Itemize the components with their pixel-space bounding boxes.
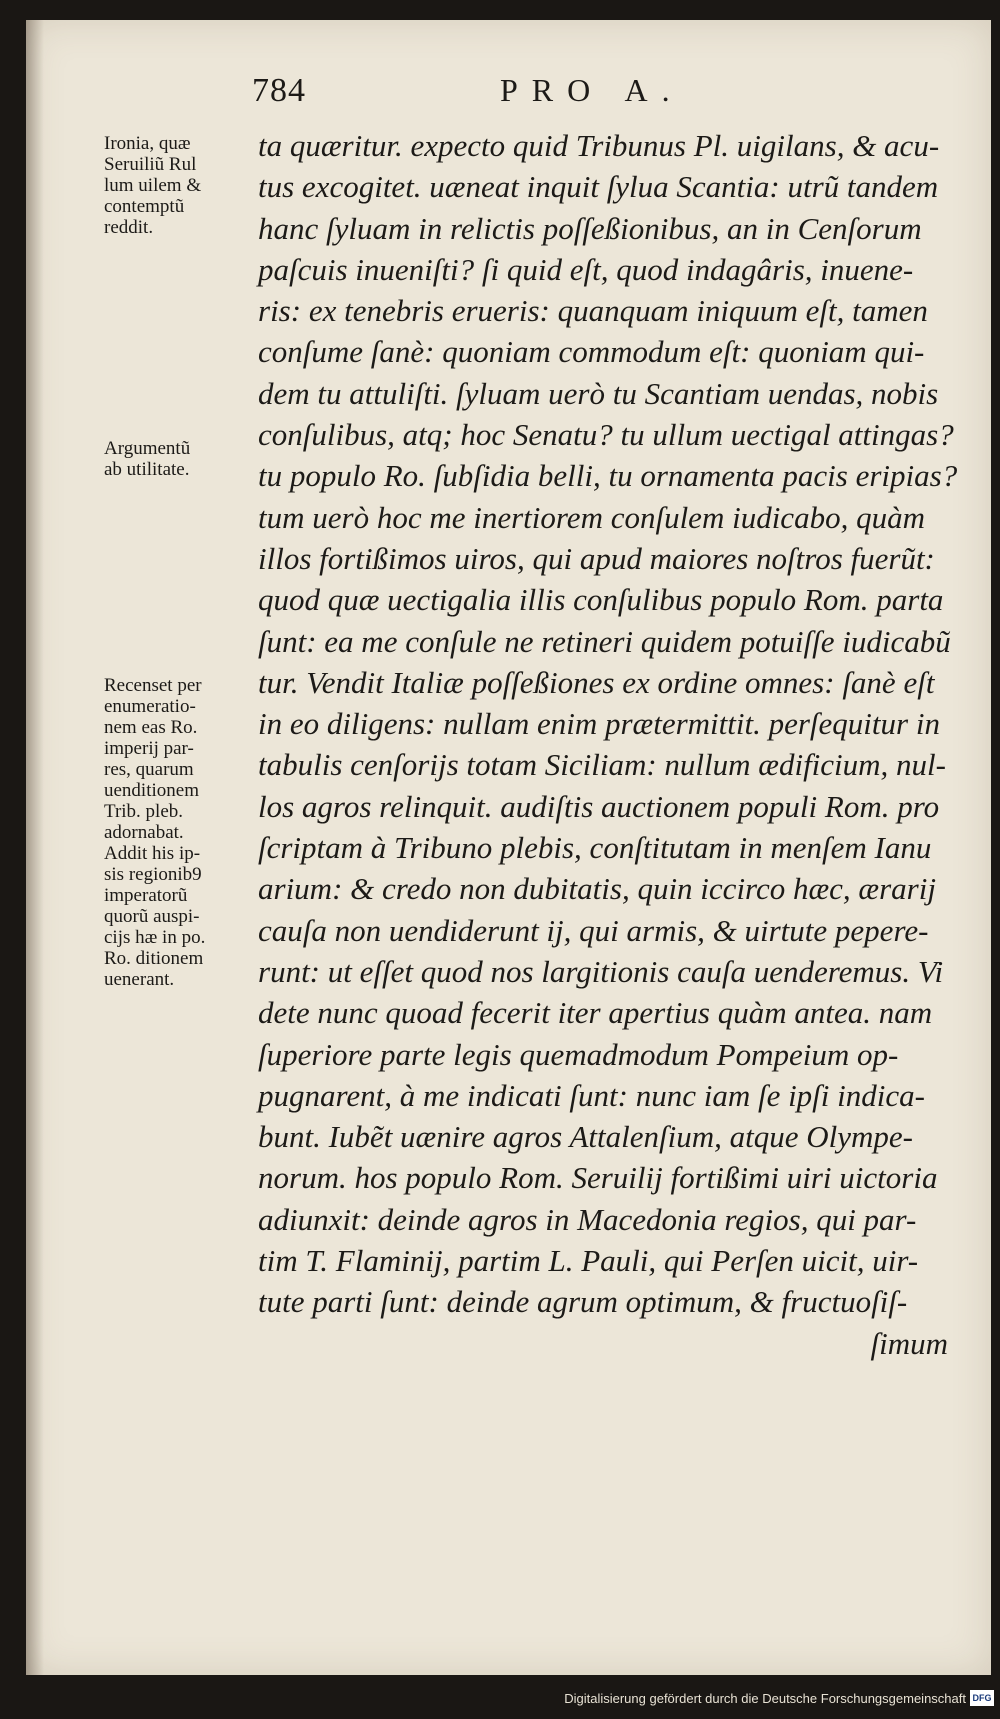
page-number: 784: [252, 72, 306, 109]
text-line: tute parti ſunt: deinde agrum optimum, & fructuoſiſ-: [258, 1284, 908, 1320]
text-line: in eo diligens: nullam enim prætermittit. perſequitur in: [258, 706, 940, 742]
text-line: conſulibus, atq; hoc Senatu? tu ullum uectigal attingas?: [258, 417, 954, 453]
funding-credit: Digitalisierung gefördert durch die Deutsche Forschungsgemeinschaft: [564, 1691, 966, 1706]
footer-bar: [0, 1682, 1000, 1719]
text-line: cauſa non uendiderunt ij, qui armis, & uirtute pepere-: [258, 912, 929, 948]
running-head: PRO A.: [500, 72, 684, 108]
text-line: conſume ſanè: quoniam commodum eſt: quoniam qui-: [258, 334, 925, 370]
text-line: hanc ſyluam in relictis poſſeßionibus, an in Cenſorum: [258, 210, 922, 246]
main-text-block: [258, 125, 958, 1364]
text-line: tim T. Flaminij, partim L. Pauli, qui Perſen uicit, uir-: [258, 1243, 919, 1279]
text-line: illos fortißimos uiros, qui apud maiores noſtros fuerũt:: [258, 540, 935, 576]
text-line: arium: & credo non dubitatis, quin iccirco hæc, ærarij: [258, 871, 936, 907]
text-line: dem tu attuliſti. ſyluam uerò tu Scantiam uendas, nobis: [258, 375, 939, 411]
text-line: quod quæ uectigalia illis conſulibus populo Rom. parta: [258, 582, 944, 618]
text-line: ta quæritur. expecto quid Tribunus Pl. uigilans, & acu-: [258, 128, 940, 163]
text-line: tur. Vendit Italiæ poſſeßiones ex ordine omnes: ſanè eſt: [258, 664, 935, 700]
page-gutter-shadow: [26, 20, 44, 1675]
text-line: los agros relinquit. audiſtis auctionem populi Rom. pro: [258, 788, 940, 824]
text-line: tus excogitet. uæneat inquit ſylua Scantia: utrũ tandem: [258, 169, 939, 205]
text-line: paſcuis inueniſti? ſi quid eſt, quod indagâris, inuene-: [258, 251, 914, 287]
catchword: ſimum: [870, 1325, 948, 1361]
text-line: ſunt: ea me conſule ne retineri quidem potuiſſe iudicabũ: [258, 623, 951, 659]
margin-note-argumentum: Argumentũ ab utilitate.: [104, 438, 191, 480]
text-line: tum uerò hoc me inertiorem conſulem iudicabo, quàm: [258, 499, 925, 535]
dfg-logo-icon: DFG: [970, 1690, 994, 1706]
margin-note-recenset: Recenset per enumeratio- nem eas Ro. imperij par- res, quarum uenditionem Trib. pleb. adornabat. Addit his ip- sis regionib9 imperatorũ quorũ auspi- cijs hæ in po. Ro. ditionem uenerant.: [104, 675, 206, 990]
text-line: bunt. Iubẽt uænire agros Attalenſium, atque Olympe-: [258, 1119, 913, 1155]
text-line: ſuperiore parte legis quemadmodum Pompeium op-: [258, 1036, 899, 1072]
text-line: adiunxit: deinde agros in Macedonia regios, qui par-: [258, 1201, 917, 1237]
text-line: tu populo Ro. ſubſidia belli, tu ornamenta pacis eripias?: [258, 458, 958, 494]
margin-note-ironia: Ironia, quæ Seruiliũ Rul lum uilem & contemptũ reddit.: [104, 133, 202, 238]
text-line: dete nunc quoad fecerit iter apertius quàm antea. nam: [258, 995, 933, 1031]
text-line: ſcriptam à Tribuno plebis, conſtitutam in menſem Ianu: [258, 830, 932, 866]
text-line: pugnarent, à me indicati ſunt: nunc iam ſe ipſi indica-: [258, 1077, 925, 1113]
text-line: tabulis cenſorijs totam Siciliam: nullum ædificium, nul-: [258, 747, 946, 783]
text-line: norum. hos populo Rom. Seruilij fortißimi uiri uictoria: [258, 1160, 938, 1196]
text-line: ris: ex tenebris erueris: quanquam iniquum eſt, tamen: [258, 293, 928, 329]
text-line: runt: ut eſſet quod nos largitionis cauſa uenderemus. Vi: [258, 953, 944, 989]
